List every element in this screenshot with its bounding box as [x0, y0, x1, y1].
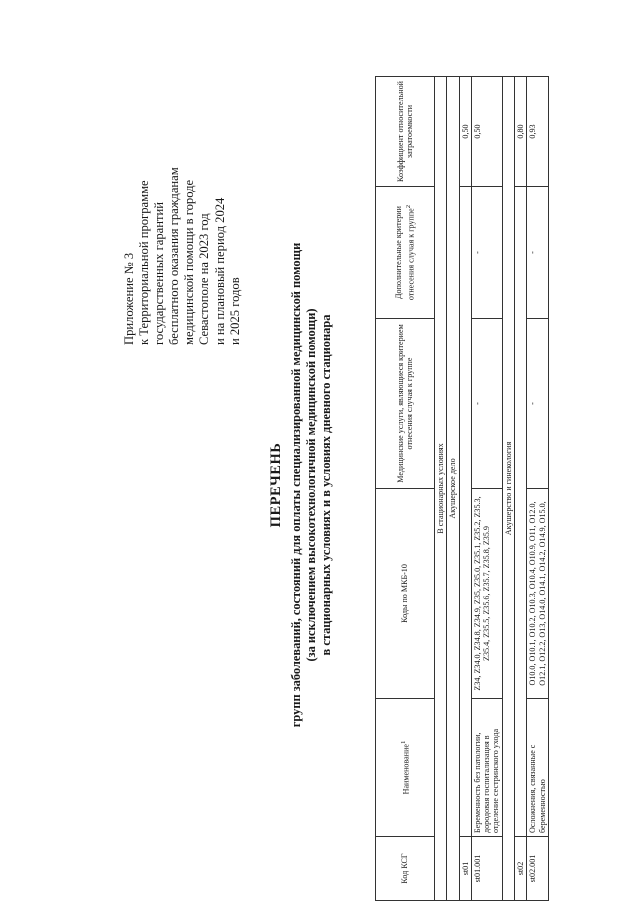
cell-coef: 0,80	[515, 77, 527, 187]
cell-name: Беременность без патологии, дородовая госпитализация в отделение сестринского ухода	[471, 699, 502, 837]
table-row	[527, 77, 549, 901]
profile-obstetrics: Акушерское дело	[447, 77, 459, 901]
header-name	[376, 699, 435, 837]
profile-row	[447, 77, 459, 901]
cell-code: st02.001	[527, 837, 549, 901]
header-mkb: Коды по МКБ-10	[376, 489, 435, 699]
profile-gynecology: Акушерство и гинекология	[502, 77, 514, 901]
document-title	[268, 95, 333, 875]
annex-line: государственных гарантий	[152, 202, 167, 345]
header-code: Код КСГ	[376, 837, 435, 901]
cell-coef: 0,50	[471, 77, 502, 187]
table-row	[459, 77, 471, 901]
table-row	[515, 77, 527, 901]
title-line-2: (за исключением высокотехнологичной медицинской помощи)	[303, 308, 318, 662]
annex-line: и 2025 годов	[227, 277, 242, 345]
cell-coef: 0,50	[459, 77, 471, 187]
profile-row	[502, 77, 514, 901]
ksg-table	[375, 76, 549, 901]
cell-criteria: -	[471, 187, 502, 319]
annex-line: Севастополе на 2023 год	[197, 213, 212, 345]
annex-line: бесплатного оказания гражданам	[167, 167, 182, 345]
header-services: Медицинские услуги, являющиеся критерием отнесения случая к группе	[376, 319, 435, 489]
header-name-label: Наименование	[401, 743, 411, 795]
cell-code: st02	[515, 837, 527, 901]
cell-mkb: Z34, Z34.0, Z34.8, Z34.9, Z35, Z35.0, Z35.1, Z35.2, Z35.3, Z35.4, Z35.5, Z35.6, Z35.7, Z35.8, Z35.9	[471, 489, 502, 699]
annex-line: Приложение № 3	[122, 252, 136, 345]
header-coef: Коэффициент относительной затратоемкости	[376, 77, 435, 187]
cell-name: Осложнения, связанные с беременностью	[527, 699, 549, 837]
cell-mkb: O10.0, O10.1, O10.2, O10.3, O10.4, O10.9, O11, O12.0, O12.1, O12.2, O13, O14.0, O14.1, O14.2, O14.9, O15.0,	[527, 489, 549, 699]
title-line-1: групп заболеваний, состояний для оплаты специализированной медицинской помощи	[289, 242, 303, 728]
annex-line: медицинской помощи в городе	[182, 179, 197, 345]
cell-services: -	[471, 319, 502, 489]
table-row	[471, 77, 502, 901]
cell-code: st01.001	[471, 837, 502, 901]
annex-line: к Территориальной программе	[137, 180, 152, 345]
header-criteria	[376, 187, 435, 319]
annex-line: и на плановый период 2024	[212, 197, 227, 345]
header-criteria-label: Дополнительные критерии отнесения случая к группе	[394, 206, 416, 301]
annex-block	[122, 15, 243, 345]
cell-criteria: -	[527, 187, 549, 319]
section-row	[435, 77, 447, 901]
title-line-3: в стационарных условиях и в условиях дневного стационара	[318, 314, 333, 656]
title-heading: ПЕРЕЧЕНЬ	[268, 442, 284, 528]
section-inpatient: В стационарных условиях	[435, 77, 447, 901]
cell-empty	[459, 187, 471, 837]
header-criteria-footnote: 2	[404, 204, 412, 209]
header-name-footnote: 1	[400, 740, 407, 744]
cell-empty	[515, 187, 527, 837]
cell-code: st01	[459, 837, 471, 901]
cell-services: -	[527, 319, 549, 489]
table-header-row	[376, 77, 435, 901]
cell-coef: 0,93	[527, 77, 549, 187]
